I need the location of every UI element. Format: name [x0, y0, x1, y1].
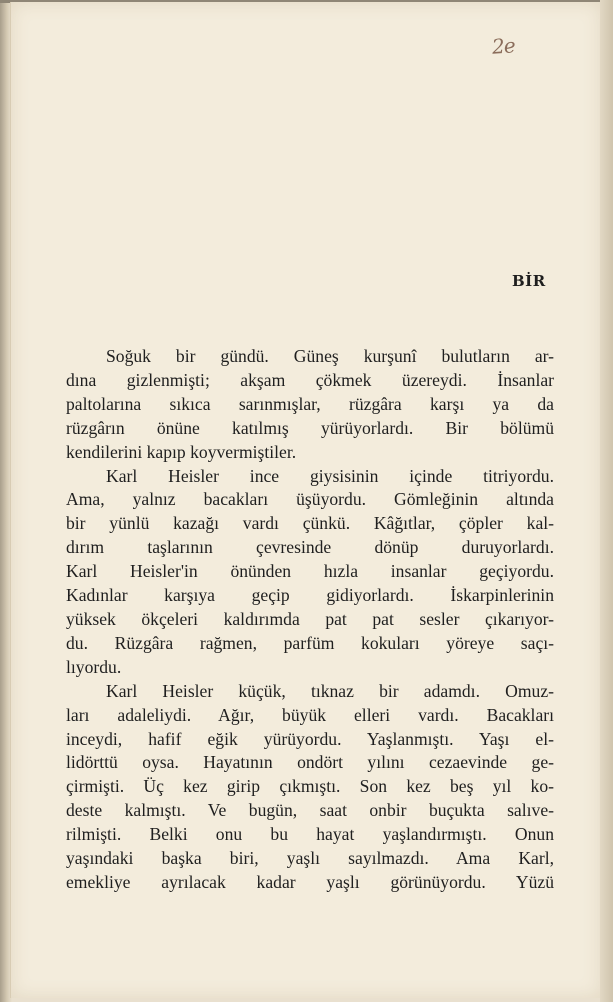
text-line: Kadınlar karşıya geçip gidiyorlardı. İskarpinlerinin — [66, 585, 554, 606]
text-line: Karl Heisler'in önünden hızla insanlar geçiyordu. — [66, 561, 554, 582]
text-line: Ama, yalnız bacakları üşüyordu. Gömleğinin altında — [66, 489, 554, 510]
text-line: kendilerini kapıp koyvermiştiler. — [66, 441, 297, 462]
text-line: deste kalmıştı. Ve bugün, saat onbir buçukta salıve- — [66, 800, 554, 821]
text-line: yüksek ökçeleri kaldırımda pat pat sesler çıkarıyor- — [66, 608, 554, 629]
text-line: paltolarına sıkıca sarınmışlar, rüzgâra karşı ya da — [66, 393, 554, 414]
text-line: du. Rüzgâra rağmen, parfüm kokuları yöreye saçı- — [66, 632, 554, 653]
text-line: ları adaleliydi. Ağır, büyük elleri vardı. Bacakları — [66, 704, 554, 725]
text-line: dırım taşlarının çevresinde dönüp duruyorlardı. — [66, 537, 554, 558]
page-right-edge — [600, 0, 613, 1002]
text-line: Karl Heisler ince giysisinin içinde titriyordu. — [106, 465, 554, 486]
text-line: lidörttü oysa. Hayatının ondört yılını cezaevinde ge- — [66, 752, 554, 773]
handwritten-folio-mark: 2e — [491, 33, 516, 59]
text-line: lıyordu. — [66, 656, 122, 677]
text-line: rilmişti. Belki onu bu hayat yaşlandırmıştı. Onun — [66, 824, 554, 845]
text-line: emekliye ayrılacak kadar yaşlı görünüyordu. Yüzü — [66, 871, 554, 892]
text-line: bir yünlü kazağı vardı çünkü. Kâğıtlar, çöpler kal- — [66, 513, 554, 534]
text-line: inceydi, hafif eğik yürüyordu. Yaşlanmıştı. Yaşı el- — [66, 728, 554, 749]
text-line: çirmişti. Üç kez girip çıkmıştı. Son kez beş yıl ko- — [66, 776, 554, 797]
text-line: Karl Heisler küçük, tıknaz bir adamdı. Omuz- — [106, 680, 554, 701]
text-line: yaşındaki başka biri, yaşlı sayılmazdı. Ama Karl, — [66, 848, 554, 869]
text-line: Soğuk bir gündü. Güneş kurşunî bulutların ar- — [106, 346, 554, 366]
text-line: dına gizlenmişti; akşam çökmek üzereydi. İnsanlar — [66, 369, 554, 390]
body-text — [66, 345, 554, 895]
text-line: rüzgârın önüne katılmış yürüyorlardı. Bir bölümü — [66, 417, 554, 438]
chapter-title: BİR — [512, 272, 546, 290]
